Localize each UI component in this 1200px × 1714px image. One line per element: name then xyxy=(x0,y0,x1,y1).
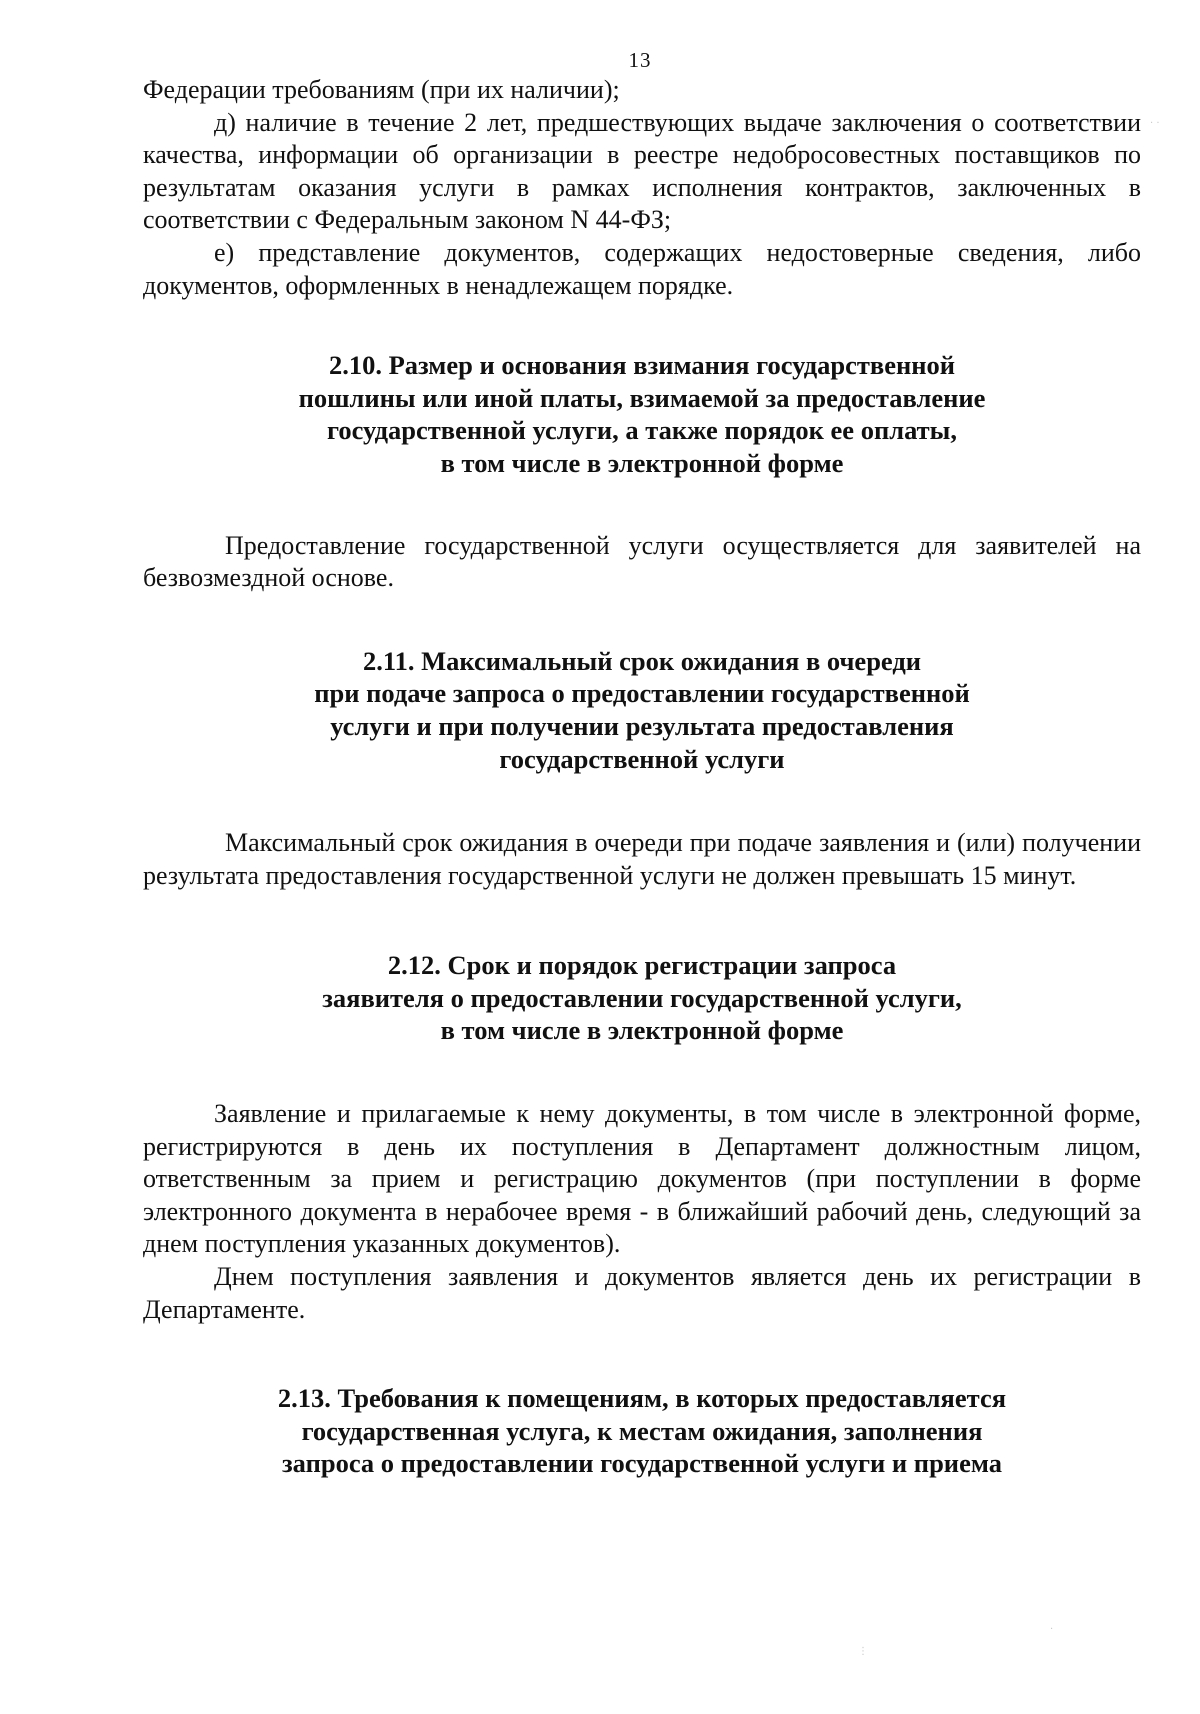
heading-line: государственной услуги, а также порядок ее оплаты, xyxy=(327,415,957,446)
heading-line: запроса о предоставлении государственной услуги и приема xyxy=(282,1448,1002,1479)
heading-line: 2.10. Размер и основания взимания государственной xyxy=(328,350,956,381)
heading-line: в том числе в электронной форме xyxy=(440,1015,844,1046)
section-heading-2-12 xyxy=(143,949,1141,1047)
heading-line: при подаче запроса о предоставлении государственной xyxy=(314,678,970,709)
section-heading-2-13 xyxy=(143,1382,1141,1480)
heading-line: заявителя о предоставлении государственной услуги, xyxy=(322,982,962,1013)
paragraph-fee: Предоставление государственной услуги осуществляется для заявителей на безвозмездной основе. xyxy=(143,530,1141,593)
scan-artifact: · · xyxy=(1150,118,1160,129)
scan-artifact: ⋮ xyxy=(858,1646,868,1657)
document-body xyxy=(143,74,1141,1480)
paragraph-receipt-day: Днем поступления заявления и документов является день их регистрации в Департаменте. xyxy=(143,1262,1141,1324)
paragraph-registration: Заявление и прилагаемые к нему документы, в том числе в электронной форме, регистрируются в день их поступления в Департамент должностным лицом, ответственным за прием и регистрацию документов (при поступлении в форме электронного документа в нерабочее время - в ближайший рабочий день, следующий за днем поступления указанных документов). xyxy=(143,1099,1141,1259)
page-number: 13 xyxy=(628,48,652,72)
scan-artifact: · xyxy=(1050,1624,1054,1635)
paragraph-item-e: е) представление документов, содержащих недостоверные сведения, либо документов, оформленных в ненадлежащем порядке. xyxy=(143,237,1141,300)
heading-line: 2.12. Срок и порядок регистрации запроса xyxy=(387,950,897,981)
heading-line: государственной услуги xyxy=(499,743,785,774)
paragraph-item-d: д) наличие в течение 2 лет, предшествующих выдаче заключения о соответствии качества, информации об организации в реестре недобросовестных поставщиков по результатам оказания услуги в рамках исполнения контрактов, заключенных в соответствии с Федеральным законом N 44-ФЗ; xyxy=(143,107,1141,235)
heading-line: пошлины или иной платы, взимаемой за предоставление xyxy=(298,382,986,413)
paragraph-continuation: Федерации требованиям (при их наличии); xyxy=(143,75,620,104)
section-heading-2-10 xyxy=(143,349,1141,479)
heading-line: 2.13. Требования к помещениям, в которых предоставляется xyxy=(277,1383,1007,1414)
heading-line: услуги и при получении результата предоставления xyxy=(330,710,954,741)
heading-line: в том числе в электронной форме xyxy=(440,447,844,478)
heading-line: государственная услуга, к местам ожидания, заполнения xyxy=(301,1415,983,1446)
paragraph-queue-time: Максимальный срок ожидания в очереди при подаче заявления и (или) получении результата предоставления государственной услуги не должен превышать 15 минут. xyxy=(143,828,1141,890)
section-heading-2-11 xyxy=(143,645,1141,775)
heading-line: 2.11. Максимальный срок ожидания в очереди xyxy=(362,645,922,676)
